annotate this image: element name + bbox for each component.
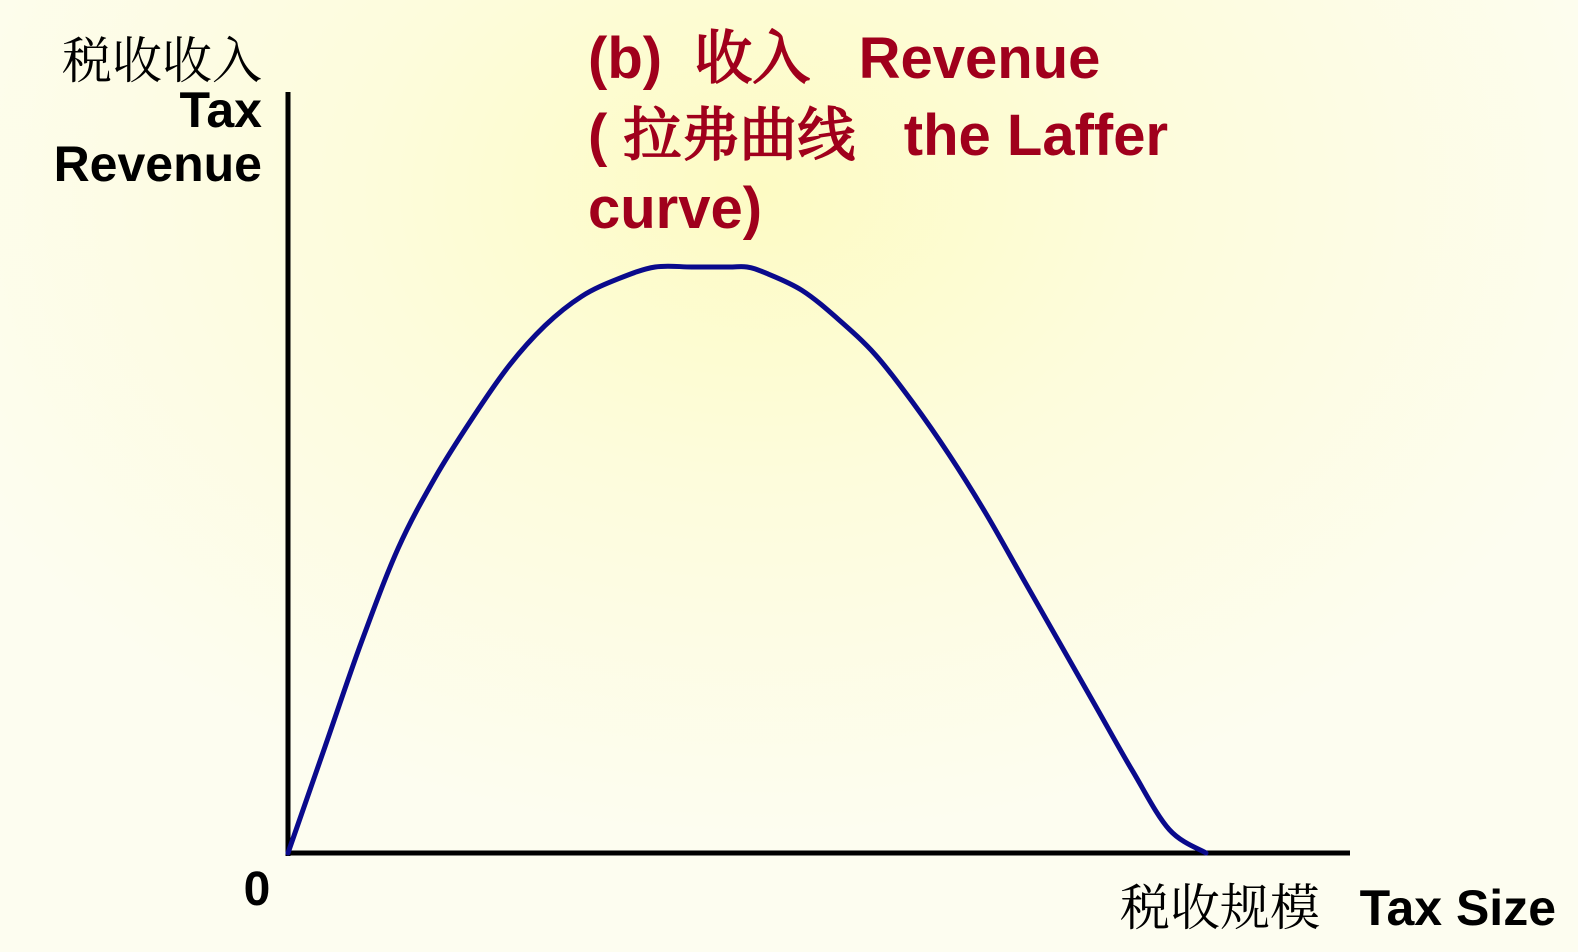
curve-point-1 (323, 746, 327, 750)
curve-point-15 (800, 288, 804, 292)
curve-point-0 (286, 851, 290, 855)
x-axis-label-en: Tax Size (1359, 880, 1556, 936)
curve-point-3 (396, 546, 400, 550)
curve-point-18 (910, 400, 914, 404)
curve-point-14 (763, 271, 767, 275)
y-axis-label-zh: 税收收入 (62, 32, 262, 90)
curve-point-11 (690, 265, 694, 269)
curve-point-20 (984, 511, 988, 515)
curve-point-21 (1020, 576, 1024, 580)
curve-point-2 (359, 640, 363, 644)
curve-point-7 (543, 324, 547, 328)
curve-point-5 (470, 417, 474, 421)
chart-title-line-3: curve) (588, 176, 763, 241)
curve-point-6 (506, 365, 510, 369)
chart-title-line-1: (b) 收入 Revenue (588, 26, 1101, 91)
curve-point-23 (1094, 705, 1098, 709)
laffer-curve-line (288, 266, 1206, 853)
curve-point-26 (1204, 851, 1208, 855)
curve-point-13 (745, 265, 749, 269)
curve-point-4 (433, 476, 437, 480)
curve-point-24 (1131, 769, 1135, 773)
curve-point-10 (653, 265, 657, 269)
curve-point-19 (947, 453, 951, 457)
curve-point-22 (1057, 640, 1061, 644)
x-axis-label-zh: 税收规模 (1120, 879, 1320, 937)
curve-point-16 (837, 318, 841, 322)
curve-point-25 (1167, 828, 1171, 832)
y-axis-label-en-2: Revenue (53, 136, 262, 192)
curve-point-8 (580, 294, 584, 298)
chart-title-line-2: ( 拉弗曲线 the Laffer (588, 103, 1169, 168)
y-axis-label-en-1: Tax (179, 82, 262, 138)
origin-label: 0 (243, 863, 271, 916)
curve-points (286, 265, 1208, 855)
curve-point-17 (874, 353, 878, 357)
curve-point-12 (727, 265, 731, 269)
curve-point-9 (616, 277, 620, 281)
